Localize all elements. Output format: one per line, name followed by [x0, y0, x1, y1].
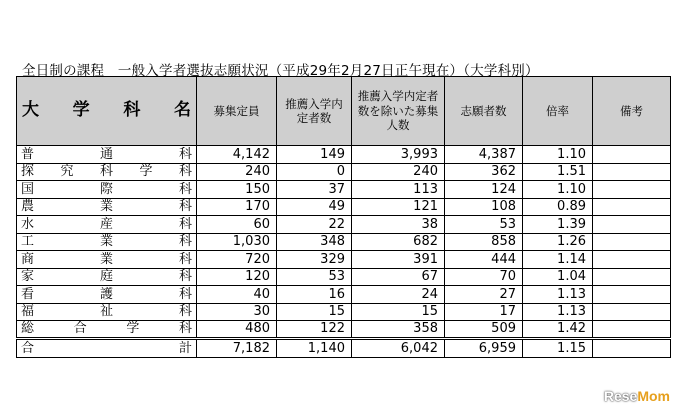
cell-ratio: 1.51: [523, 163, 593, 181]
cell-ratio: 1.04: [523, 268, 593, 286]
course-name-text: 国 際 科: [21, 181, 192, 197]
cell-applicants: 108: [445, 198, 523, 216]
header-capacity: 募集定員: [197, 77, 277, 146]
cell-recommended: 0: [277, 163, 352, 181]
cell-notes: [593, 321, 671, 339]
cell-capacity: 60: [197, 216, 277, 234]
cell-recommended: 329: [277, 251, 352, 269]
cell-applicants: 444: [445, 251, 523, 269]
cell-excluding: 15: [352, 303, 445, 321]
course-name-text: 探 究 科 学 科: [21, 164, 192, 180]
cell-notes: [593, 181, 671, 199]
cell-ratio: 1.13: [523, 286, 593, 304]
cell-notes: [593, 146, 671, 164]
cell-ratio: 1.15: [523, 338, 593, 357]
cell-notes: [593, 268, 671, 286]
cell-notes: [593, 251, 671, 269]
course-name-text: 普 通 科: [21, 146, 192, 162]
course-name-text: 看 護 科: [21, 286, 192, 302]
course-name: [17, 233, 197, 251]
table-row: [17, 146, 671, 164]
cell-excluding: 67: [352, 268, 445, 286]
cell-excluding: 391: [352, 251, 445, 269]
cell-ratio: 1.14: [523, 251, 593, 269]
cell-recommended: 22: [277, 216, 352, 234]
table-title: 全日制の課程 一般入学者選抜志願状況（平成29年2月27日正午現在）（大学科別）: [22, 63, 539, 79]
cell-capacity: 40: [197, 286, 277, 304]
header-excluding: 推薦入学内定者数を除いた募集人数: [352, 77, 445, 146]
cell-applicants: 6,959: [445, 338, 523, 357]
cell-notes: [593, 233, 671, 251]
cell-capacity: 150: [197, 181, 277, 199]
table-row: [17, 321, 671, 339]
course-name: [17, 338, 197, 357]
cell-notes: [593, 198, 671, 216]
cell-excluding: 358: [352, 321, 445, 339]
cell-capacity: 7,182: [197, 338, 277, 357]
header-applicants: 志願者数: [445, 77, 523, 146]
cell-recommended: 49: [277, 198, 352, 216]
course-name-text: 工 業 科: [21, 234, 192, 250]
course-name-text: 総 合 学 科: [21, 321, 192, 337]
cell-notes: [593, 216, 671, 234]
cell-recommended: 15: [277, 303, 352, 321]
course-name: [17, 216, 197, 234]
resemom-logo: ReseMom: [603, 388, 670, 404]
header-row: [17, 77, 671, 146]
cell-applicants: 858: [445, 233, 523, 251]
table-row: [17, 233, 671, 251]
cell-excluding: 38: [352, 216, 445, 234]
cell-notes: [593, 303, 671, 321]
cell-excluding: 24: [352, 286, 445, 304]
cell-capacity: 120: [197, 268, 277, 286]
cell-ratio: 1.39: [523, 216, 593, 234]
cell-notes: [593, 163, 671, 181]
course-name: [17, 286, 197, 304]
cell-recommended: 53: [277, 268, 352, 286]
cell-capacity: 170: [197, 198, 277, 216]
cell-recommended: 16: [277, 286, 352, 304]
cell-excluding: 3,993: [352, 146, 445, 164]
cell-capacity: 720: [197, 251, 277, 269]
cell-recommended: 122: [277, 321, 352, 339]
course-name-text: 合 計: [21, 340, 192, 356]
table-body: [17, 146, 671, 358]
cell-excluding: 240: [352, 163, 445, 181]
cell-applicants: 27: [445, 286, 523, 304]
cell-capacity: 30: [197, 303, 277, 321]
cell-capacity: 240: [197, 163, 277, 181]
cell-recommended: 149: [277, 146, 352, 164]
table-row: [17, 163, 671, 181]
cell-applicants: 124: [445, 181, 523, 199]
cell-excluding: 6,042: [352, 338, 445, 357]
course-name-text: 水 産 科: [21, 216, 192, 232]
cell-applicants: 70: [445, 268, 523, 286]
cell-applicants: 53: [445, 216, 523, 234]
course-name: [17, 146, 197, 164]
cell-recommended: 348: [277, 233, 352, 251]
cell-ratio: 1.13: [523, 303, 593, 321]
course-name: [17, 321, 197, 339]
cell-ratio: 1.10: [523, 146, 593, 164]
course-name-text: 家 庭 科: [21, 269, 192, 285]
course-name-text: 商 業 科: [21, 251, 192, 267]
applications-table: [16, 76, 671, 358]
cell-ratio: 1.10: [523, 181, 593, 199]
table-row: [17, 251, 671, 269]
cell-capacity: 4,142: [197, 146, 277, 164]
header-ratio: 倍率: [523, 77, 593, 146]
header-name-text: 大 学 科 名: [22, 100, 191, 121]
course-name: [17, 163, 197, 181]
table-row: [17, 268, 671, 286]
cell-notes: [593, 286, 671, 304]
cell-applicants: 4,387: [445, 146, 523, 164]
course-name-text: 福 祉 科: [21, 304, 192, 320]
cell-ratio: 1.42: [523, 321, 593, 339]
course-name: [17, 268, 197, 286]
header-recommended: 推薦入学内定者数: [277, 77, 352, 146]
cell-ratio: 1.26: [523, 233, 593, 251]
cell-applicants: 509: [445, 321, 523, 339]
table-row: [17, 303, 671, 321]
cell-applicants: 362: [445, 163, 523, 181]
course-name: [17, 303, 197, 321]
cell-notes: [593, 338, 671, 357]
cell-applicants: 17: [445, 303, 523, 321]
table-row: [17, 198, 671, 216]
cell-excluding: 121: [352, 198, 445, 216]
cell-recommended: 37: [277, 181, 352, 199]
table-row: [17, 216, 671, 234]
course-name: [17, 251, 197, 269]
header-name: [17, 77, 197, 146]
cell-excluding: 682: [352, 233, 445, 251]
cell-capacity: 480: [197, 321, 277, 339]
course-name: [17, 198, 197, 216]
table-row: [17, 181, 671, 199]
cell-excluding: 113: [352, 181, 445, 199]
cell-ratio: 0.89: [523, 198, 593, 216]
table-row: [17, 286, 671, 304]
total-row: [17, 338, 671, 357]
cell-capacity: 1,030: [197, 233, 277, 251]
course-name-text: 農 業 科: [21, 199, 192, 215]
cell-recommended: 1,140: [277, 338, 352, 357]
course-name: [17, 181, 197, 199]
header-notes: 備考: [593, 77, 671, 146]
